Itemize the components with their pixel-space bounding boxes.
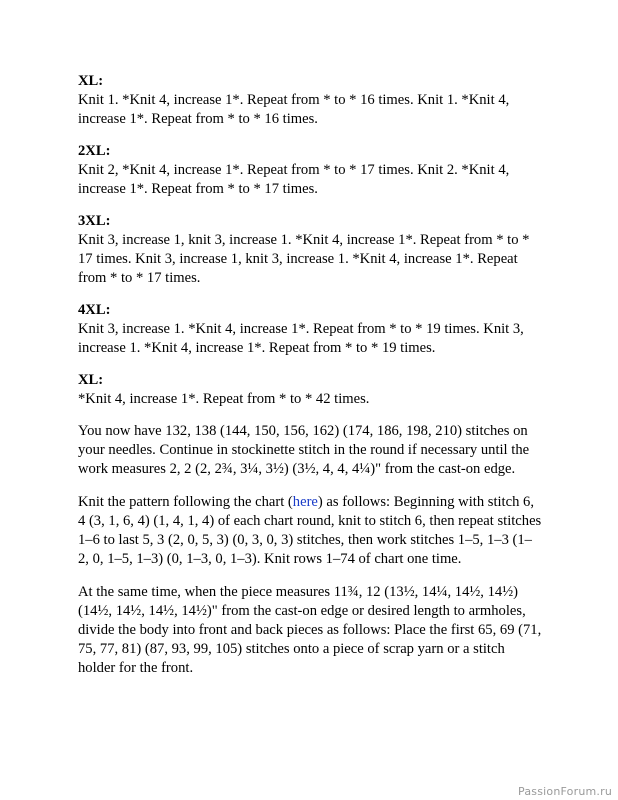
size-heading: 3XL:	[78, 213, 111, 229]
chart-text-after: ) as follows: Beginning with stitch 6, 4 (3, 1, 6, 4) (1, 4, 1, 4) of each chart round, knit to stitch 6, then repeat stitches 1–6 to last 5, 3 (2, 0, 5, 3) (0, 3, 0, 3) stitches, then work stitches 1–5, 1–3 (1–2, 0, 1–5, 1–3) (0, 1–3, 0, 1–3). Knit rows 1–74 of chart one time.	[78, 494, 542, 567]
size-instructions: *Knit 4, increase 1*. Repeat from * to * 42 times.	[78, 391, 370, 407]
size-instructions: Knit 1. *Knit 4, increase 1*. Repeat from * to * 16 times. Knit 1. *Knit 4, increase 1*. Repeat from * to * 16 times.	[78, 92, 510, 127]
size-block-xl-second	[78, 371, 542, 409]
size-instructions: Knit 3, increase 1. *Knit 4, increase 1*. Repeat from * to * 19 times. Knit 3, increase 1. *Knit 4, increase 1*. Repeat from * to * 19 times.	[78, 321, 524, 356]
size-instructions: Knit 3, increase 1, knit 3, increase 1. *Knit 4, increase 1*. Repeat from * to * 17 times. Knit 3, increase 1, knit 3, increase 1. *Knit 4, increase 1*. Repeat from * to * 17 times.	[78, 232, 530, 286]
size-block-xl	[78, 72, 542, 129]
document-page	[78, 72, 542, 692]
size-instructions: Knit 2, *Knit 4, increase 1*. Repeat from * to * 17 times. Knit 2. *Knit 4, increase 1*. Repeat from * to * 17 times.	[78, 162, 510, 197]
size-heading: XL:	[78, 372, 104, 388]
size-block-4xl	[78, 301, 542, 358]
size-heading: 4XL:	[78, 302, 111, 318]
size-heading: XL:	[78, 73, 104, 89]
size-block-3xl	[78, 212, 542, 288]
chart-text-before: Knit the pattern following the chart (	[78, 494, 293, 510]
site-watermark: PassionForum.ru	[518, 785, 612, 798]
stitch-count-paragraph: You now have 132, 138 (144, 150, 156, 162) (174, 186, 198, 210) stitches on your needles. Continue in stockinette stitch in the round if necessary until the work measures 2, 2 (2, 2¾, 3¼, 3½) (3½, 4, 4, 4¼)" from the cast-on edge.	[78, 423, 530, 477]
chart-link[interactable]: here	[292, 494, 318, 510]
size-heading: 2XL:	[78, 143, 111, 159]
size-block-2xl	[78, 142, 542, 199]
armholes-paragraph: At the same time, when the piece measures 11¾, 12 (13½, 14¼, 14½, 14½) (14½, 14½, 14½, 14½)" from the cast-on edge or desired length to armholes, divide the body into front and back pieces as follows: Place the first 65, 69 (71, 75, 77, 81) (87, 93, 99, 105) stitches onto a piece of scrap yarn or a stitch holder for the front.	[78, 584, 542, 676]
chart-paragraph	[78, 493, 542, 569]
